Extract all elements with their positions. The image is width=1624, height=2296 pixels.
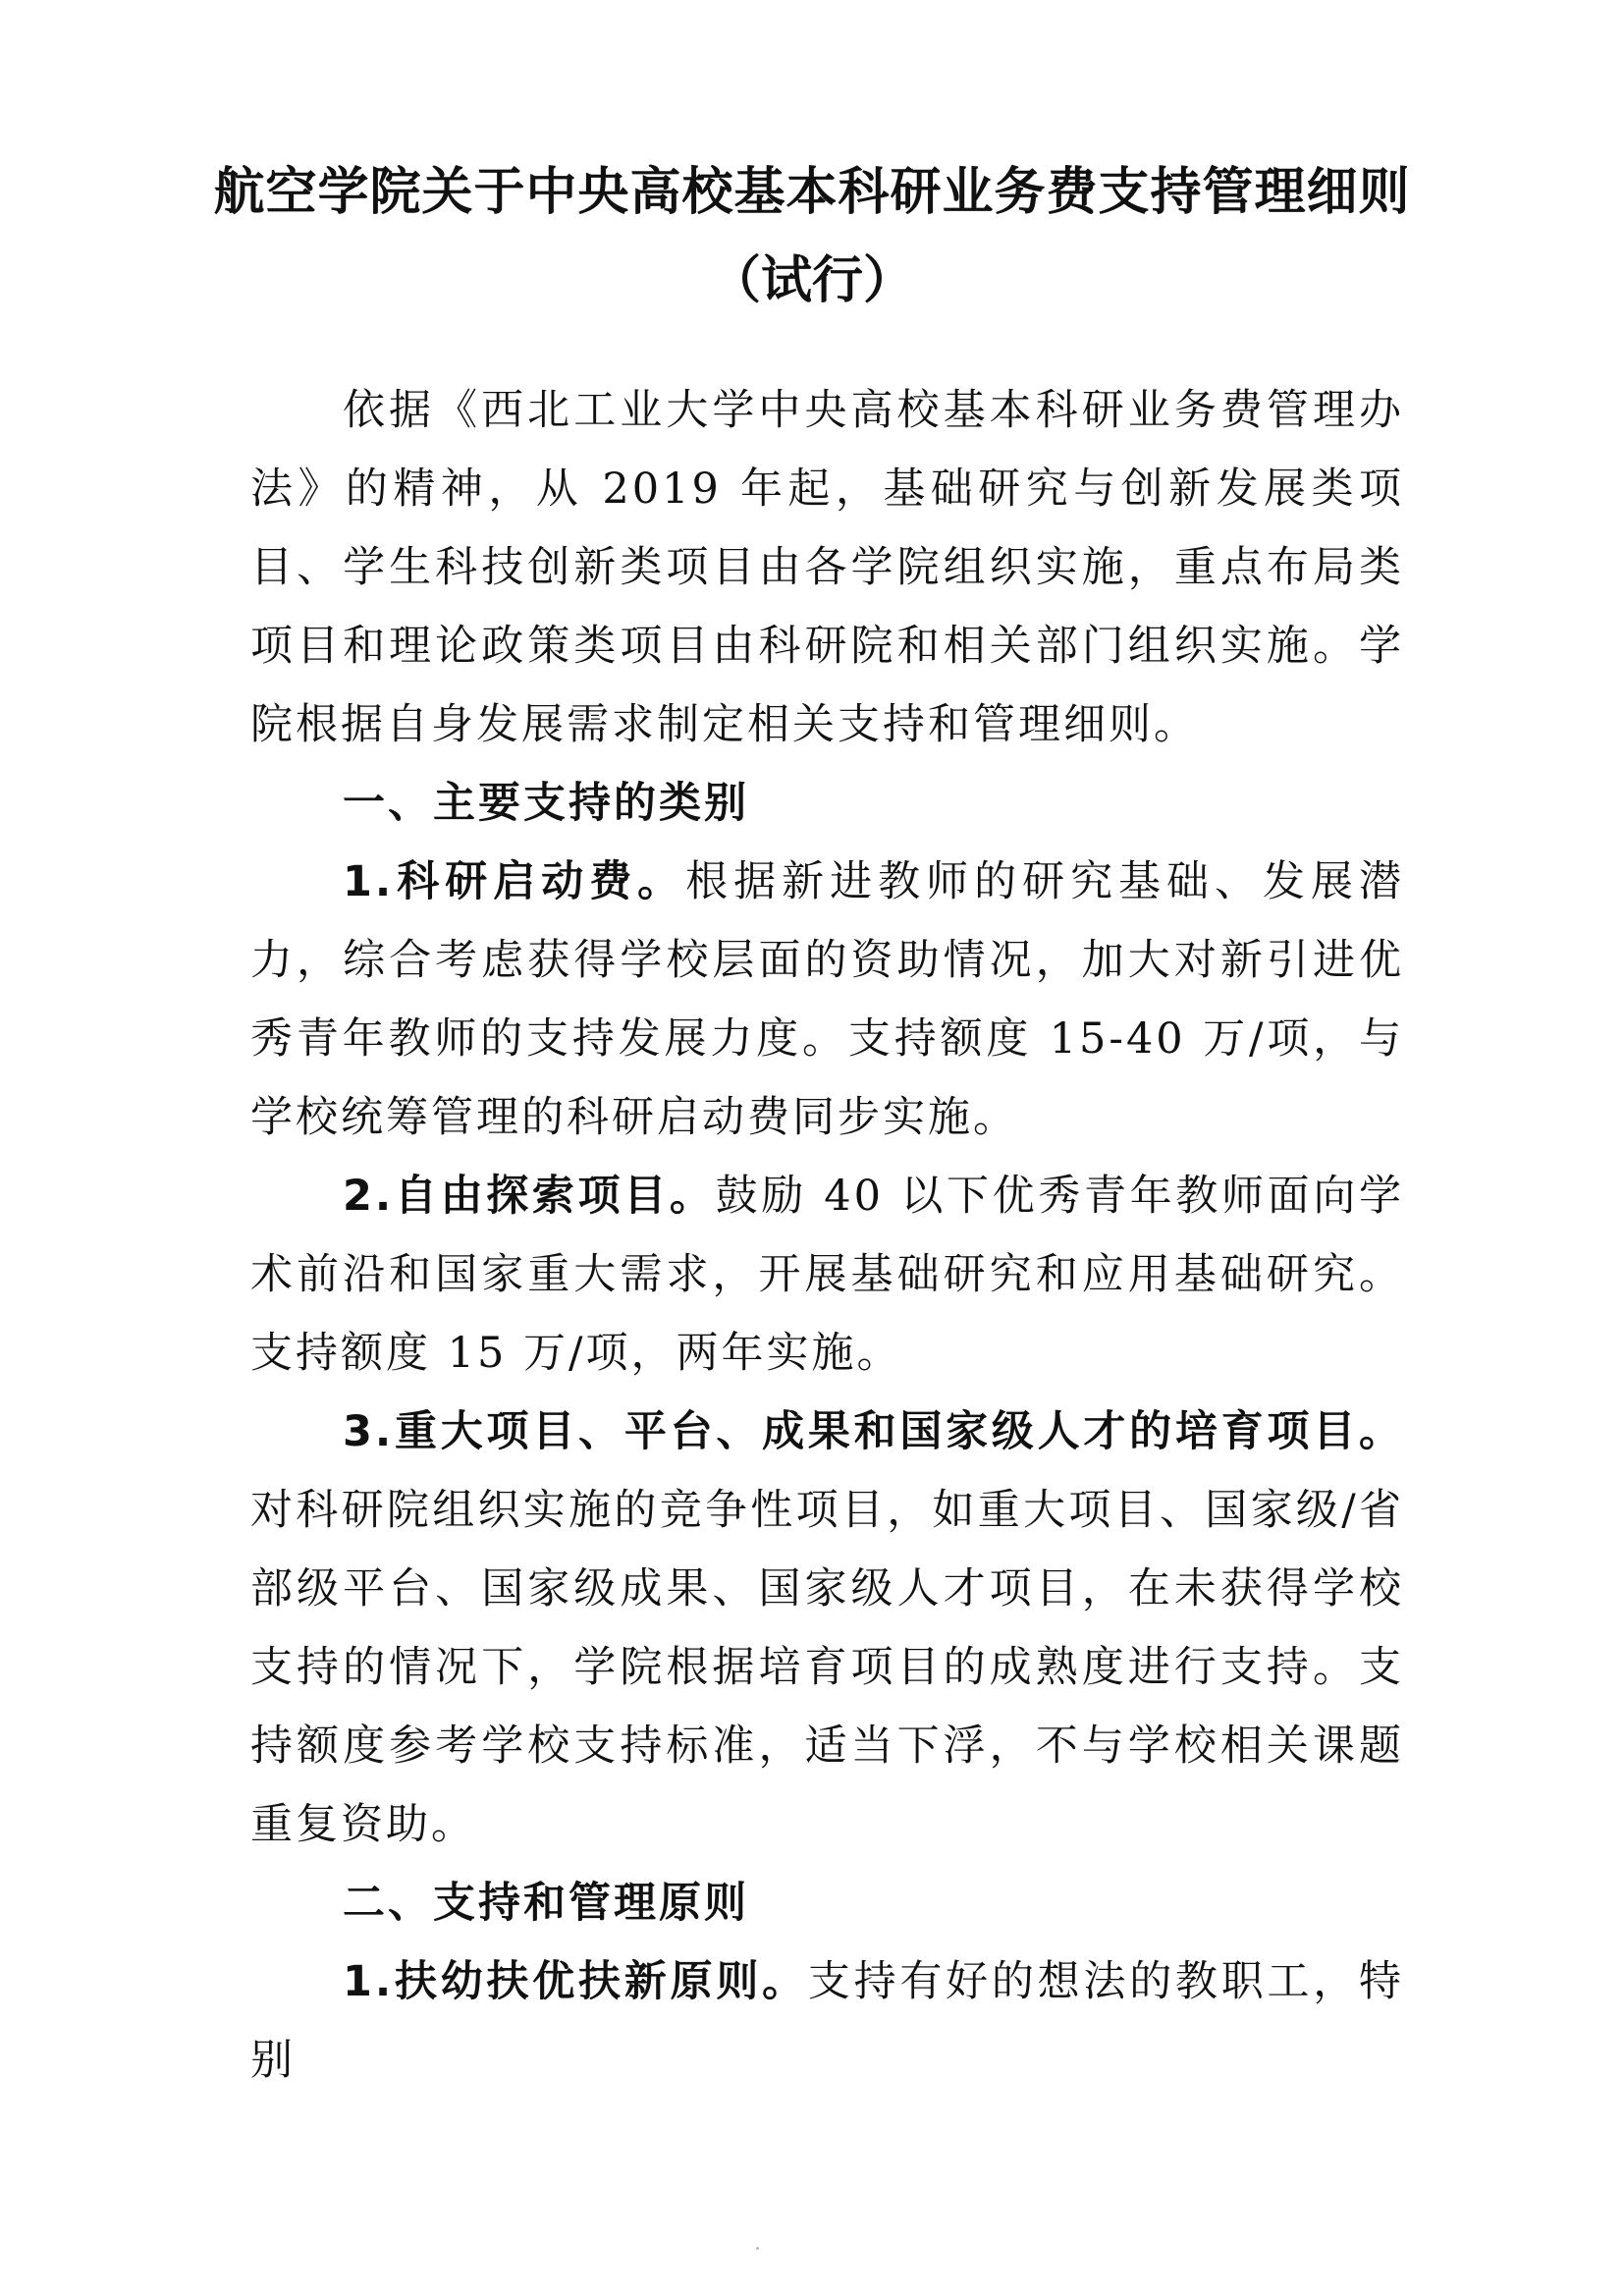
section-heading-1: 一、主要支持的类别: [343, 779, 749, 828]
document-title: 航空学院关于中央高校基本科研业务费支持管理细则: [213, 163, 1411, 222]
item-text: 支持有好的想法的教职工，特别: [250, 1957, 1405, 2085]
section1-item-1: [250, 843, 1404, 1157]
item-lead: 1.科研启动费。: [343, 857, 686, 906]
scan-speck: [756, 2247, 759, 2250]
item-lead: 2.自由探索项目。: [343, 1172, 716, 1221]
item-text: 鼓励 40 以下优秀青年教师面向学术前沿和国家重大需求，开展基础研究和应用基础研究。支持额度 15 万/项，两年实施。: [250, 1172, 1404, 1378]
title-block: [0, 157, 1624, 316]
intro-paragraph: 依据《西北工业大学中央高校基本科研业务费管理办法》的精神，从 2019 年起，基础研究与创新发展类项目、学生科技创新类项目由各学院组织实施，重点布局类项目和理论政策类项目由科研院和相关部门组织实施。学院根据自身发展需求制定相关支持和管理细则。: [250, 386, 1404, 749]
section-heading-2: 二、支持和管理原则: [343, 1879, 749, 1928]
item-text: 根据新进教师的研究基础、发展潜力，综合考虑获得学校层面的资助情况，加大对新引进优秀青年教师的支持发展力度。支持额度 15-40 万/项，与学校统筹管理的科研启动费同步实施。: [250, 857, 1404, 1142]
section2-item-1: [250, 1942, 1404, 2100]
item-lead: 1.扶幼扶优扶新原则。: [343, 1957, 808, 2006]
document-body: [250, 371, 1404, 2100]
document-subtitle: （试行）: [709, 251, 914, 310]
section1-item-2: [250, 1157, 1404, 1393]
item-lead: 3.重大项目、平台、成果和国家级人才的培育项目。: [343, 1407, 1404, 1456]
section1-item-3: [250, 1393, 1404, 1864]
item-text: 对科研院组织实施的竞争性项目，如重大项目、国家级/省部级平台、国家级成果、国家级人才项目，在未获得学校支持的情况下，学院根据培育项目的成熟度进行支持。支持额度参考学校支持标准，适当下浮，不与学校相关课题重复资助。: [250, 1486, 1404, 1849]
